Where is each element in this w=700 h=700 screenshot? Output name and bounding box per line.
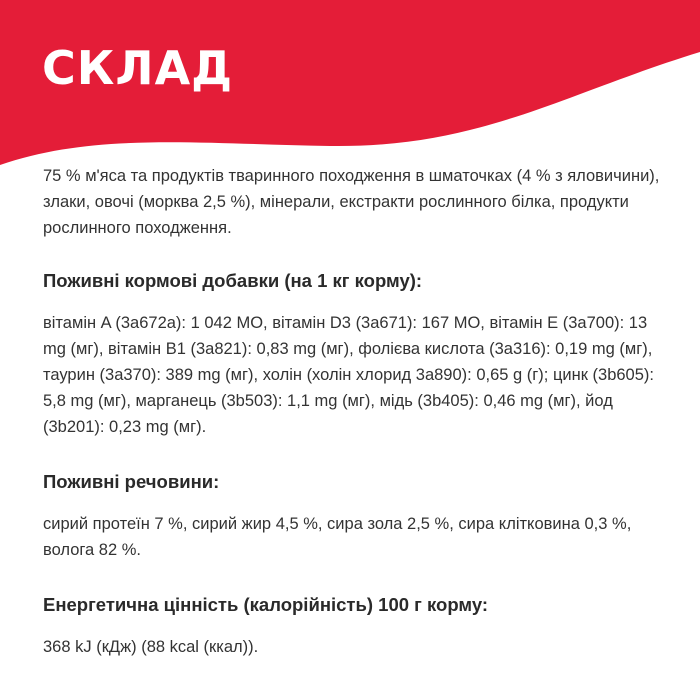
energy-text: 368 kJ (кДж) (88 kcal (ккал)).: [43, 638, 259, 656]
additives-text: вітамін A (3a672a): 1 042 MO, вітамін D3 (3a671): 167 MO, вітамін E (3a700): 13 mg (мг), вітамін B1 (3a821): 0,83 mg (мг), фолієва кислота (3a316): 0,19 mg (мг), таурин (3a370): 389 mg (мг), холін (холін хлорид 3a890): 0,65 g (г); цинк (3b605): 5,8 mg (мг), марганець (3b503): 1,1 mg (мг), мідь (3b405): 0,46 mg (мг), йод (3b201): 0,23 mg (мг).: [43, 314, 654, 436]
nutrients-heading: Поживні речовини:: [43, 471, 220, 492]
energy-heading: Енергетична цінність (калорійність) 100 г корму:: [43, 594, 489, 615]
nutrients-text: сирий протеїн 7 %, сирий жир 4,5 %, сира зола 2,5 %, сира клітковина 0,3 %, волога 82 %.: [43, 515, 632, 559]
additives-heading: Поживні кормові добавки (на 1 кг корму):: [43, 270, 423, 291]
page-title: СКЛАД: [42, 41, 234, 95]
composition-text: 75 % м'яса та продуктів тваринного походження в шматочках (4 % з яловичини), злаки, овочі (морква 2,5 %), мінерали, екстракти рослинного білка, продукти рослинного походження.: [43, 167, 660, 237]
content-area: [43, 163, 665, 660]
